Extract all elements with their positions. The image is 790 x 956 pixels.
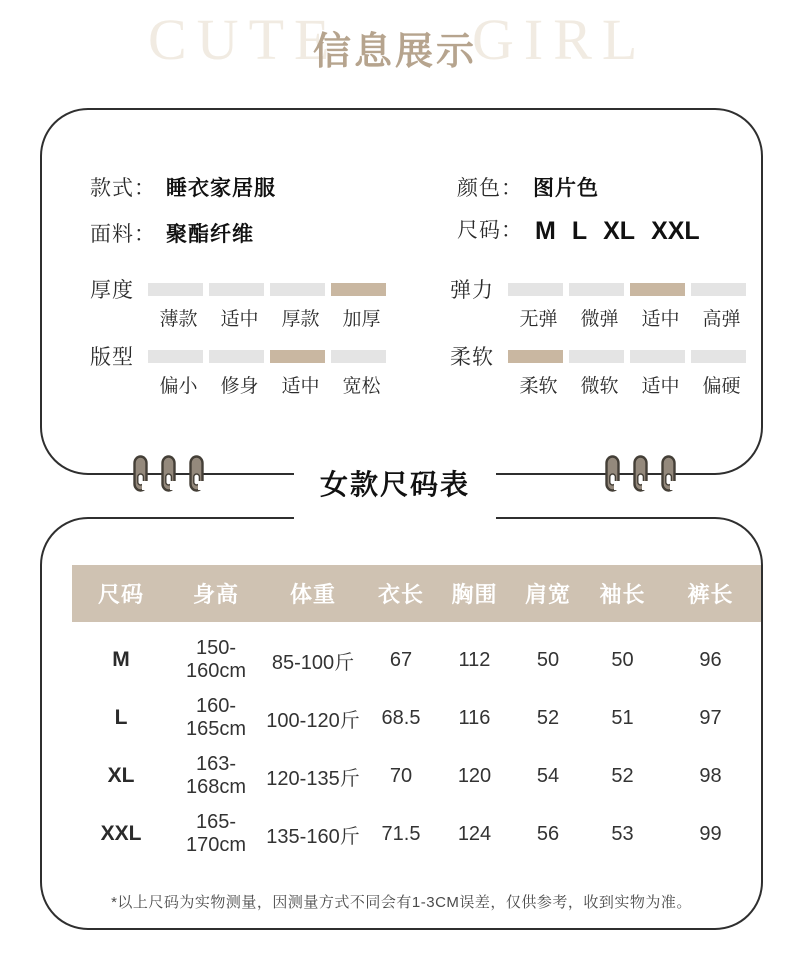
rating-label: 厚度 — [90, 279, 134, 302]
rating-bar — [691, 283, 746, 296]
rating-bar — [331, 350, 386, 363]
size-chart-box — [40, 517, 763, 930]
table-cell: 120 — [457, 764, 492, 787]
table-column-header: 衣长 — [377, 582, 424, 607]
size-options — [523, 217, 700, 245]
table-cell: 51 — [611, 706, 634, 729]
table-cell: 100-120斤 — [266, 709, 360, 732]
table-column-header: 尺码 — [97, 582, 144, 607]
rating-row — [90, 276, 392, 331]
table-column-header: 体重 — [289, 582, 336, 607]
table-cell: 116 — [458, 706, 491, 729]
field-fabric — [90, 218, 254, 248]
rating-bar — [630, 350, 685, 363]
rating-label: 版型 — [90, 346, 134, 369]
rating-bar-selected — [270, 350, 325, 363]
table-cell: 165-170cm — [185, 811, 247, 856]
rating-option-label: 无弹 — [519, 309, 558, 330]
field-size — [457, 214, 700, 246]
binder-ring-icon — [189, 455, 204, 492]
table-row — [72, 689, 761, 747]
table-column-header: 胸围 — [451, 582, 498, 607]
table-cell-size: XXL — [100, 822, 142, 845]
rating-option-label: 宽松 — [342, 376, 381, 397]
rating-label: 柔软 — [450, 346, 494, 369]
table-cell: 97 — [699, 706, 722, 729]
field-fabric-label: 面料： — [90, 223, 156, 246]
size-chart-header-row — [72, 565, 761, 622]
rating-bar — [148, 350, 203, 363]
rating-bar — [508, 283, 563, 296]
rating-bar — [209, 283, 264, 296]
field-color — [457, 172, 599, 202]
rating-option-label: 偏硬 — [702, 376, 741, 397]
rating-option-label: 修身 — [220, 376, 259, 397]
size-chart-title-wrap — [294, 446, 496, 520]
table-cell-size: L — [114, 706, 128, 729]
field-style-value: 睡衣家居服 — [166, 177, 276, 200]
rating-bar-selected — [630, 283, 685, 296]
table-column-header: 袖长 — [599, 582, 646, 607]
size-chart-body — [72, 631, 761, 863]
size-chart-note: *以上尺码为实物测量，因测量方式不同会有1-3CM误差，仅供参考，收到实物为准。 — [111, 894, 692, 911]
size-option: L — [571, 217, 588, 245]
rating-option-label: 加厚 — [342, 309, 381, 330]
rating-row — [450, 343, 752, 398]
watermark-cute: CUTE — [148, 7, 340, 72]
table-cell: 50 — [611, 648, 634, 671]
table-cell: 112 — [458, 648, 491, 671]
rating-option-label: 适中 — [641, 309, 680, 330]
rating-option-label: 微软 — [580, 376, 619, 397]
table-cell: 50 — [536, 648, 560, 671]
field-color-value: 图片色 — [533, 177, 599, 200]
table-cell: 52 — [611, 764, 634, 787]
table-cell: 135-160斤 — [266, 825, 360, 848]
rating-option-label: 适中 — [641, 376, 680, 397]
table-cell-size: M — [112, 648, 130, 671]
table-cell: 150-160cm — [185, 637, 247, 682]
rating-bar — [148, 283, 203, 296]
table-cell: 120-135斤 — [266, 767, 360, 790]
table-cell: 53 — [611, 822, 634, 845]
rating-option-label: 适中 — [220, 309, 259, 330]
field-color-label: 颜色： — [457, 177, 523, 200]
field-size-label: 尺码： — [457, 219, 523, 242]
field-style — [90, 172, 276, 202]
binder-ring-icon — [133, 455, 148, 492]
table-cell: 85-100斤 — [271, 651, 355, 674]
binder-ring-icon — [605, 455, 620, 492]
table-cell: 54 — [536, 764, 560, 787]
table-cell: 124 — [457, 822, 492, 845]
ratings-right-column — [450, 276, 752, 410]
rating-bar — [270, 283, 325, 296]
table-cell: 70 — [389, 764, 413, 787]
binder-ring-icon — [661, 455, 676, 492]
binder-ring-icon — [633, 455, 648, 492]
rating-bar — [691, 350, 746, 363]
field-fabric-value: 聚酯纤维 — [166, 223, 254, 246]
table-cell: 163-168cm — [185, 753, 247, 798]
size-option: M — [535, 217, 556, 245]
ratings-left-column — [90, 276, 392, 410]
rating-option-label: 微弹 — [580, 309, 619, 330]
rating-bar-selected — [508, 350, 563, 363]
rating-bar — [569, 350, 624, 363]
table-column-header: 身高 — [192, 582, 239, 607]
rating-bar — [209, 350, 264, 363]
table-row — [72, 805, 761, 863]
table-cell: 68.5 — [381, 706, 421, 729]
table-cell-size: XL — [107, 764, 135, 787]
rating-option-label: 薄款 — [159, 309, 198, 330]
watermark-girl: GIRL — [472, 7, 648, 72]
table-cell: 160-165cm — [185, 695, 247, 740]
table-column-header: 裤长 — [687, 582, 734, 607]
rating-option-label: 适中 — [281, 376, 320, 397]
rating-label: 弹力 — [450, 279, 494, 302]
table-cell: 67 — [389, 648, 413, 671]
binder-ring-icon — [161, 455, 176, 492]
size-option: XL — [603, 217, 636, 245]
field-style-label: 款式： — [90, 177, 156, 200]
table-row — [72, 631, 761, 689]
table-row — [72, 747, 761, 805]
table-cell: 98 — [699, 764, 722, 787]
rating-option-label: 高弹 — [702, 309, 741, 330]
rating-bar-selected — [331, 283, 386, 296]
rating-bar — [569, 283, 624, 296]
rating-option-label: 偏小 — [159, 376, 198, 397]
rating-option-label: 柔软 — [519, 376, 558, 397]
size-chart-title: 女款尺码表 — [319, 469, 471, 500]
rating-option-label: 厚款 — [281, 309, 320, 330]
table-cell: 71.5 — [381, 822, 421, 845]
product-info-box — [40, 108, 763, 475]
table-cell: 99 — [699, 822, 722, 845]
rating-row — [90, 343, 392, 398]
page-title: 信息展示 — [312, 31, 477, 73]
table-cell: 52 — [536, 706, 560, 729]
table-cell: 56 — [536, 822, 560, 845]
table-cell: 96 — [699, 648, 722, 671]
table-column-header: 肩宽 — [524, 582, 571, 607]
rating-row — [450, 276, 752, 331]
size-option: XXL — [651, 217, 700, 245]
